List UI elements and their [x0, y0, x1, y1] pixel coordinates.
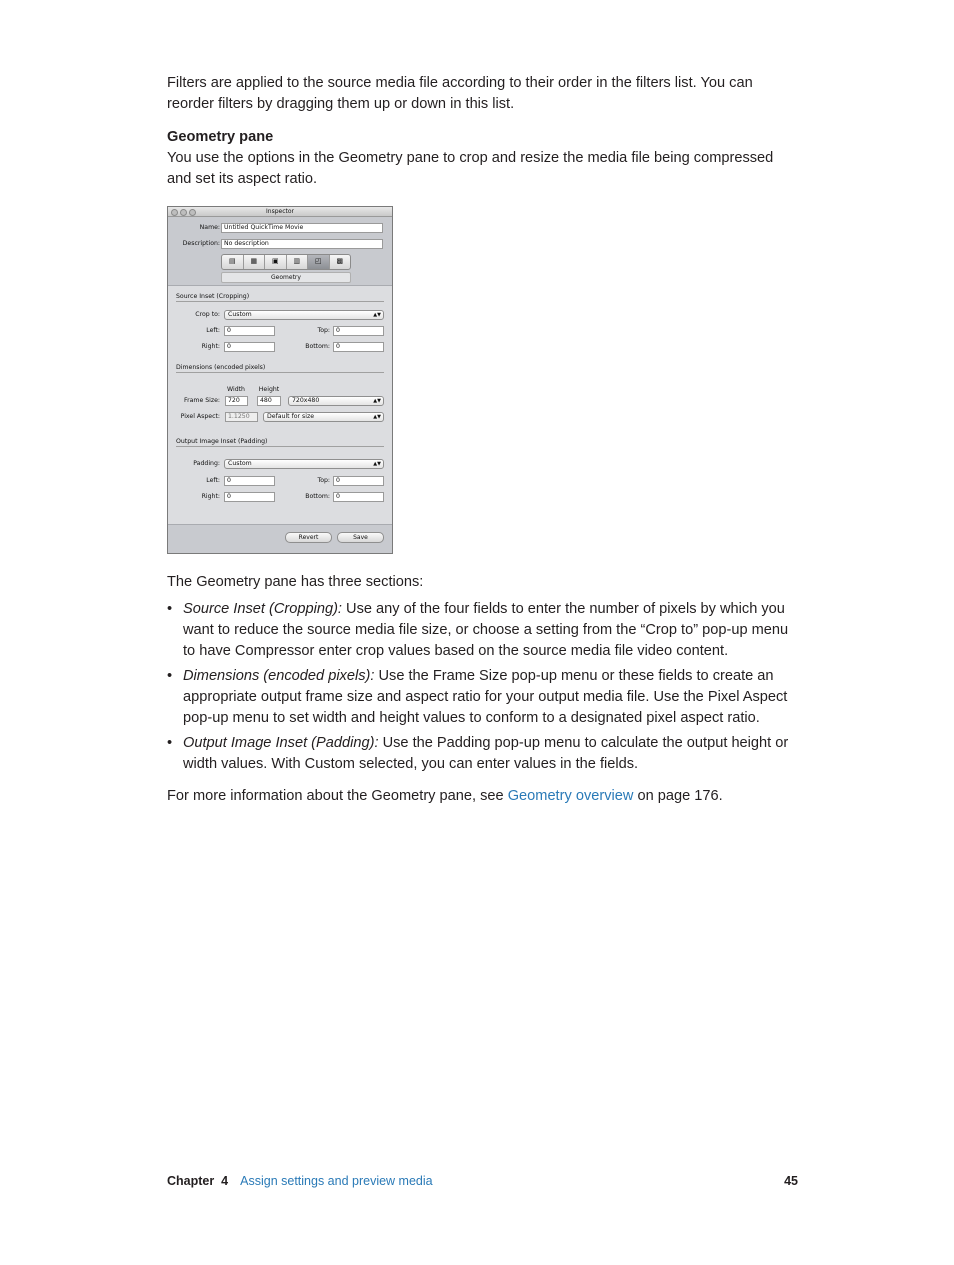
sections-list — [167, 599, 799, 779]
more-info-after: on page 176. — [633, 788, 723, 804]
padding-top-label: Top: — [317, 477, 330, 484]
more-info-paragraph — [167, 786, 799, 807]
padding-right-field[interactable]: 0 — [224, 492, 275, 502]
tab-summary-icon[interactable]: ▤ — [222, 255, 244, 269]
geometry-overview-link[interactable]: Geometry overview — [507, 788, 634, 804]
source-inset-heading: Source Inset (Cropping) — [176, 293, 384, 302]
tab-geometry-icon[interactable]: ◰ — [308, 255, 330, 269]
sections-intro: The Geometry pane has three sections: — [167, 574, 424, 590]
padding-right-label: Right: — [201, 493, 220, 500]
bullet-term: Dimensions (encoded pixels): — [183, 668, 375, 684]
padding-top-field[interactable]: 0 — [333, 476, 384, 486]
output-inset-heading: Output Image Inset (Padding) — [176, 438, 384, 447]
inspector-window — [167, 206, 393, 554]
more-info-before: For more information about the Geometry pane, see — [167, 788, 508, 804]
padding-label: Padding: — [193, 460, 220, 467]
pixel-aspect-popup-value: Default for size — [267, 413, 315, 420]
padding-left-field[interactable]: 0 — [224, 476, 275, 486]
pixel-aspect-popup[interactable] — [263, 412, 384, 422]
bullet-icon: • — [167, 601, 173, 617]
inspector-header — [168, 217, 392, 286]
bullet-term: Source Inset (Cropping): — [183, 601, 342, 617]
popup-arrows-icon: ▲▼ — [373, 461, 381, 467]
padding-bottom-label: Bottom: — [305, 493, 330, 500]
padding-value: Custom — [228, 460, 252, 467]
crop-left-field[interactable]: 0 — [224, 326, 275, 336]
frame-size-popup-value: 720x480 — [292, 397, 320, 404]
bullet-icon: • — [167, 735, 173, 751]
tab-encoder-icon[interactable]: ▦ — [244, 255, 266, 269]
bullet-text: Use the Padding pop-up menu to calculate the output height or width values. With Custom selected, you can enter values in the fields. — [183, 735, 789, 772]
tab-filters-icon[interactable]: ▥ — [287, 255, 309, 269]
height-column-label: Height — [258, 386, 280, 393]
inspector-title: Inspector — [266, 208, 294, 215]
frame-height-field[interactable]: 480 — [257, 396, 281, 406]
crop-right-field[interactable]: 0 — [224, 342, 275, 352]
bullet-text: Use any of the four fields to enter the number of pixels by which you want to reduce the source media file size, or choose a setting from the “Crop to” pop-up menu to have Compressor enter crop values based on the source media file video content. — [183, 601, 789, 659]
crop-bottom-label: Bottom: — [305, 343, 330, 350]
crop-left-label: Left: — [206, 327, 220, 334]
geometry-pane-heading: Geometry pane — [167, 129, 274, 145]
save-button[interactable]: Save — [337, 532, 384, 543]
name-label: Name: — [199, 224, 220, 231]
crop-top-label: Top: — [317, 327, 330, 334]
intro-paragraph: Filters are applied to the source media file according to their order in the filters list. You can reorder filters by dragging them up or down in this list. — [167, 75, 753, 112]
frame-width-field[interactable]: 720 — [225, 396, 248, 406]
geometry-pane-description: You use the options in the Geometry pane to crop and resize the media file being compressed and set its aspect ratio. — [167, 150, 774, 187]
list-item — [167, 666, 799, 729]
frame-size-label: Frame Size: — [183, 397, 220, 404]
crop-to-value: Custom — [228, 311, 252, 318]
dimensions-heading: Dimensions (encoded pixels) — [176, 364, 384, 373]
frame-size-popup[interactable] — [288, 396, 384, 406]
crop-to-popup[interactable] — [224, 310, 384, 320]
bullet-text: Use the Frame Size pop-up menu or these fields to create an appropriate output frame size and aspect ratio for your output media file. Use the Pixel Aspect pop-up menu to set width and height values to conform to a designated pixel aspect ratio. — [183, 668, 788, 726]
chapter-number: Chapter 4 — [167, 1174, 229, 1188]
page-number: 45 — [784, 1174, 798, 1188]
tab-actions-icon[interactable]: ▩ — [336, 257, 344, 265]
selected-pane-label: Geometry — [221, 272, 351, 283]
pixel-aspect-field: 1.1250 — [225, 412, 258, 422]
crop-to-label: Crop to: — [195, 311, 220, 318]
popup-arrows-icon: ▲▼ — [373, 398, 381, 404]
tab-frame-controls-icon[interactable]: ▣ — [265, 255, 287, 269]
crop-right-label: Right: — [201, 343, 220, 350]
chapter-title-link[interactable]: Assign settings and preview media — [240, 1174, 433, 1188]
page-footer — [167, 1172, 433, 1190]
list-item — [167, 599, 799, 662]
inspector-titlebar — [168, 207, 392, 217]
revert-button[interactable]: Revert — [285, 532, 332, 543]
padding-popup[interactable] — [224, 459, 384, 469]
inspector-footer — [168, 524, 392, 553]
pixel-aspect-label: Pixel Aspect: — [180, 413, 220, 420]
name-field[interactable]: Untitled QuickTime Movie — [221, 223, 383, 233]
width-column-label: Width — [227, 386, 245, 393]
bullet-icon: • — [167, 668, 173, 684]
description-field[interactable]: No description — [221, 239, 383, 249]
crop-bottom-field[interactable]: 0 — [333, 342, 384, 352]
popup-arrows-icon: ▲▼ — [373, 312, 381, 318]
popup-arrows-icon: ▲▼ — [373, 414, 381, 420]
description-label: Description: — [182, 240, 220, 247]
padding-left-label: Left: — [206, 477, 220, 484]
bullet-term: Output Image Inset (Padding): — [183, 735, 379, 751]
pane-tab-bar — [221, 254, 351, 270]
list-item — [167, 733, 799, 775]
crop-top-field[interactable]: 0 — [333, 326, 384, 336]
padding-bottom-field[interactable]: 0 — [333, 492, 384, 502]
